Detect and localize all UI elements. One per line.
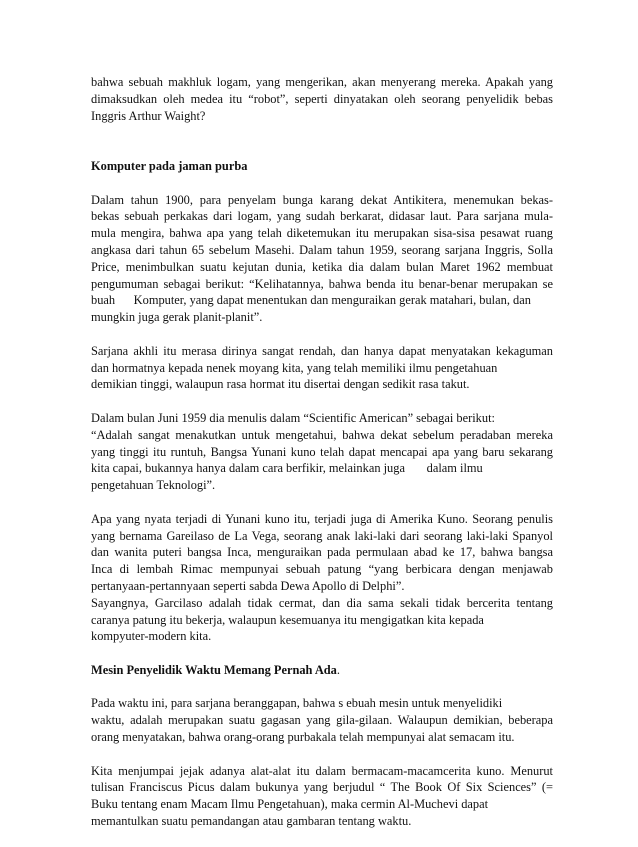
text-line: yang bernama Gareilaso de La Vega, seorang anak laki-laki dari seorang laki-laki Spanyol [91,528,553,543]
document-body [91,74,553,847]
section-heading-mesin-penyelidik-waktu [91,662,553,679]
text-line: waktu, adalah merupakan suatu gagasan yang gila-gilaan. Walaupun demikian, beberapa [91,713,553,728]
text-line: memantulkan suatu pemandangan atau gambaran tentang waktu. [91,814,412,829]
text-line: kita capai, bukannya hanya dalam cara berfikir, melainkan juga dalam ilmu [91,461,483,476]
heading-suffix: . [336,662,340,677]
text-line: mungkin juga gerak planit-planit”. [91,310,263,325]
heading-text: Mesin Penyelidik Waktu Memang Pernah Ada [91,662,337,677]
section-heading-komputer-jaman-purba [91,158,553,175]
text-line: Price, menimbulkan suatu kejutan dunia, ketika dia dalam bulan Maret 1962 membuat [91,259,553,274]
text-line: “Adalah sangat menakutkan untuk mengetahui, bahwa dekat sebelum peradaban mereka [91,427,553,442]
paragraph-scientific-american [91,410,553,494]
paragraph-mesin-waktu [91,695,553,745]
paragraph-cermin-al-muchevi [91,763,553,830]
text-line: dan hormatnya kepada nenek moyang kita, yang telah memiliki ilmu pengetahuan [91,360,498,375]
text-line: buah Komputer, yang dapat menentukan dan menguraikan gerak matahari, bulan, dan [91,293,531,308]
paragraph-garcilaso [91,595,553,645]
paragraph-sarjana-akhli [91,343,553,393]
text-line: Sarjana akhli itu merasa dirinya sangat rendah, dan hanya dapat menyatakan kekaguman [91,343,553,358]
text-line: bahwa sebuah makhluk logam, yang mengerikan, akan menyerang mereka. Apakah yang [91,75,553,89]
text-line: yang tinggi itu runtuh, Bangsa Yunani kuno telah dapat mencapai apa yang baru sekarang [91,444,553,459]
text-line: dimaksudkan oleh medea itu “robot”, seperti dinyatakan oleh seorang penyelidik bebas [91,91,553,106]
text-line: pengumuman sebagai berikut: “Kelihatannya, bahwa benda itu benar-benar merupakan se [91,276,553,291]
text-line: Pada waktu ini, para sarjana beranggapan, bahwa s ebuah mesin untuk menyelidiki [91,696,503,711]
text-line: Sayangnya, Garcilaso adalah tidak cermat, dan dia sama sekali tidak bercerita tentang [91,595,553,610]
text-line: orang menyatakan, bahwa orang-orang purbakala telah mempunyai alat semacam itu. [91,730,515,745]
paragraph-amerika-kuno [91,511,553,595]
text-line: Inggris Arthur Waight? [91,108,206,123]
text-line: bekas sebuah perkakas dari logam, yang sudah berkarat, didasar laut. Para sarjana mula- [91,209,553,224]
text-line: pengetahuan Teknologi”. [91,478,216,493]
text-line: angkasa dari tahun 65 sebelum Masehi. Dalam tahun 1959, seorang sarjana Inggris, Solla [91,242,553,257]
text-line: Buku tentang enam Macam Ilmu Pengetahuan), maka cermin Al-Muchevi dapat [91,797,489,812]
paragraph-antikitera [91,192,553,326]
text-line: Kita menjumpai jejak adanya alat-alat itu dalam bermacam-macamcerita kuno. Menurut [91,763,553,778]
text-line: Dalam bulan Juni 1959 dia menulis dalam “Scientific American” sebagai berikut: [91,410,495,425]
text-line: Inca di lembah Rimac mempunyai sebuah patung “yang berbicara dengan menjawab [91,562,553,577]
text-line: caranya patung itu bekerja, walaupun kesemuanya itu mengigatkan kita kepada [91,612,484,627]
text-line: pertanyaan-pertannyaan seperti sabda Dewa Apollo di Delphi”. [91,578,405,593]
heading-text: Komputer pada jaman purba [91,158,248,173]
text-line: demikian tinggi, walaupun rasa hormat itu disertai dengan sedikit rasa takut. [91,377,470,392]
text-line: tulisan Franciscus Picus dalam bukunya yang berjudul “ The Book Of Six Sciences” (= [91,780,553,795]
text-line: mula mengira, bahwa apa yang telah diketemukan itu merupakan sisa-sisa pesawat ruang [91,226,553,241]
text-line: kompyuter-modern kita. [91,629,212,644]
text-line: dan wanita puteri bangsa Inca, menguraikan pada permulaan abad ke 17, bahwa bangsa [91,545,553,560]
paragraph-robot-question [91,74,553,124]
text-line: Apa yang nyata terjadi di Yunani kuno itu, terjadi juga di Amerika Kuno. Seorang penulis [91,511,553,526]
text-line: Dalam tahun 1900, para penyelam bunga karang dekat Antikitera, menemukan bekas- [91,192,553,207]
